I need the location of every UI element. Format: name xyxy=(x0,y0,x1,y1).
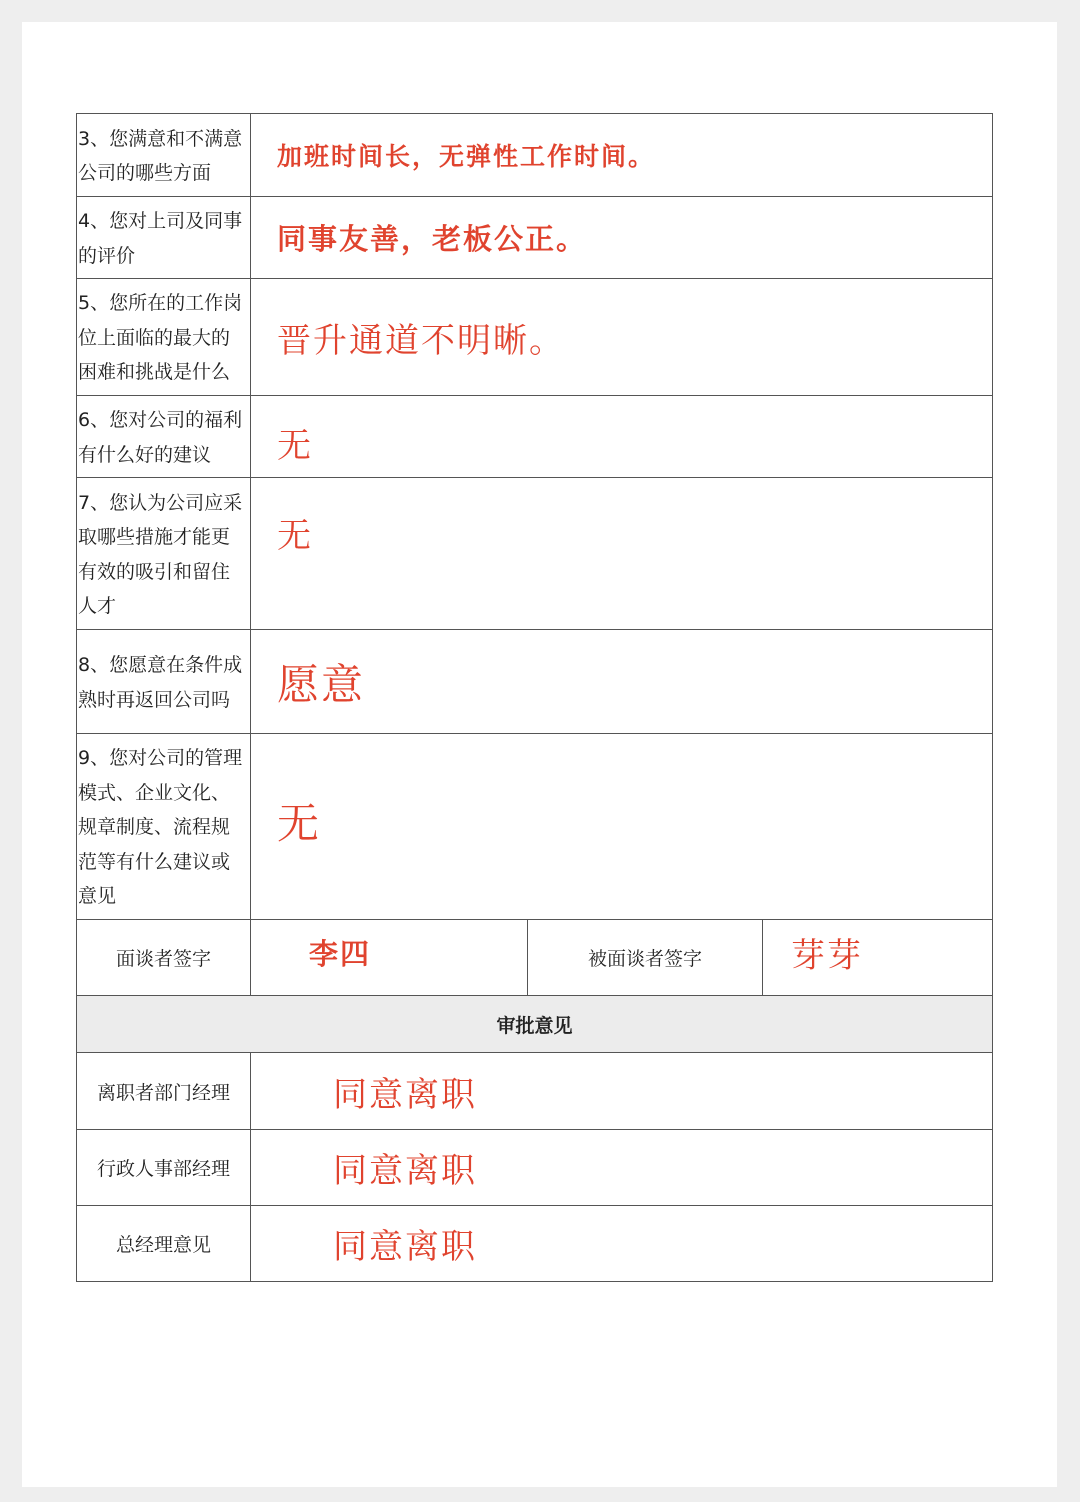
question-row-5 xyxy=(77,279,993,396)
handwritten-answer: 无 xyxy=(277,798,322,848)
answer-cell xyxy=(251,734,993,920)
handwritten-answer: 无 xyxy=(277,426,313,466)
approval-opinion: 同意离职 xyxy=(333,1227,477,1267)
handwritten-answer: 晋升通道不明晰。 xyxy=(277,320,565,361)
approval-opinion: 同意离职 xyxy=(333,1074,477,1115)
question-label: 3、您满意和不满意 公司的哪些方面 xyxy=(77,114,251,197)
answer-cell xyxy=(251,114,993,197)
resignation-interview-form xyxy=(76,113,993,1282)
question-row-8 xyxy=(77,630,993,734)
answer-cell xyxy=(251,197,993,279)
question-row-3 xyxy=(77,114,993,197)
answer-cell xyxy=(251,630,993,734)
interviewer-signature-label: 面谈者签字 xyxy=(77,920,251,996)
handwritten-answer: 同事友善，老板公正。 xyxy=(277,222,588,256)
interviewer-signature: 李四 xyxy=(309,937,372,971)
approval-row xyxy=(77,1130,993,1206)
handwritten-answer: 加班时间长，无弹性工作时间。 xyxy=(277,142,656,171)
approval-section-header xyxy=(77,996,993,1053)
approval-label: 总经理意见 xyxy=(77,1206,251,1282)
question-row-9 xyxy=(77,734,993,920)
interviewer-signature-cell xyxy=(251,920,528,996)
approval-opinion-cell xyxy=(251,1206,993,1282)
interviewee-signature: 芽芽 xyxy=(791,936,863,976)
signature-row xyxy=(77,920,993,996)
question-label: 5、您所在的工作岗 位上面临的最大的 困难和挑战是什么 xyxy=(77,279,251,396)
interviewee-signature-label: 被面谈者签字 xyxy=(528,920,763,996)
answer-cell xyxy=(251,478,993,630)
question-label: 4、您对上司及同事 的评价 xyxy=(77,197,251,279)
question-label: 9、您对公司的管理 模式、企业文化、 规章制度、流程规 范等有什么建议或 意见 xyxy=(77,734,251,920)
answer-cell xyxy=(251,396,993,478)
approval-label: 离职者部门经理 xyxy=(77,1053,251,1130)
question-label: 8、您愿意在条件成 熟时再返回公司吗 xyxy=(77,630,251,734)
answer-cell xyxy=(251,279,993,396)
approval-opinion-cell xyxy=(251,1130,993,1206)
handwritten-answer: 无 xyxy=(277,516,313,556)
question-label: 7、您认为公司应采 取哪些措施才能更 有效的吸引和留住 人才 xyxy=(77,478,251,630)
interviewee-signature-cell xyxy=(763,920,993,996)
question-row-6 xyxy=(77,396,993,478)
approval-opinion: 同意离职 xyxy=(333,1151,477,1191)
approval-label: 行政人事部经理 xyxy=(77,1130,251,1206)
approval-row xyxy=(77,1053,993,1130)
question-row-7 xyxy=(77,478,993,630)
handwritten-answer: 愿意 xyxy=(277,659,366,709)
approval-opinion-cell xyxy=(251,1053,993,1130)
approval-row xyxy=(77,1206,993,1282)
question-row-4 xyxy=(77,197,993,279)
approval-section-title: 审批意见 xyxy=(77,996,993,1053)
form-paper xyxy=(22,22,1057,1487)
question-label: 6、您对公司的福利 有什么好的建议 xyxy=(77,396,251,478)
